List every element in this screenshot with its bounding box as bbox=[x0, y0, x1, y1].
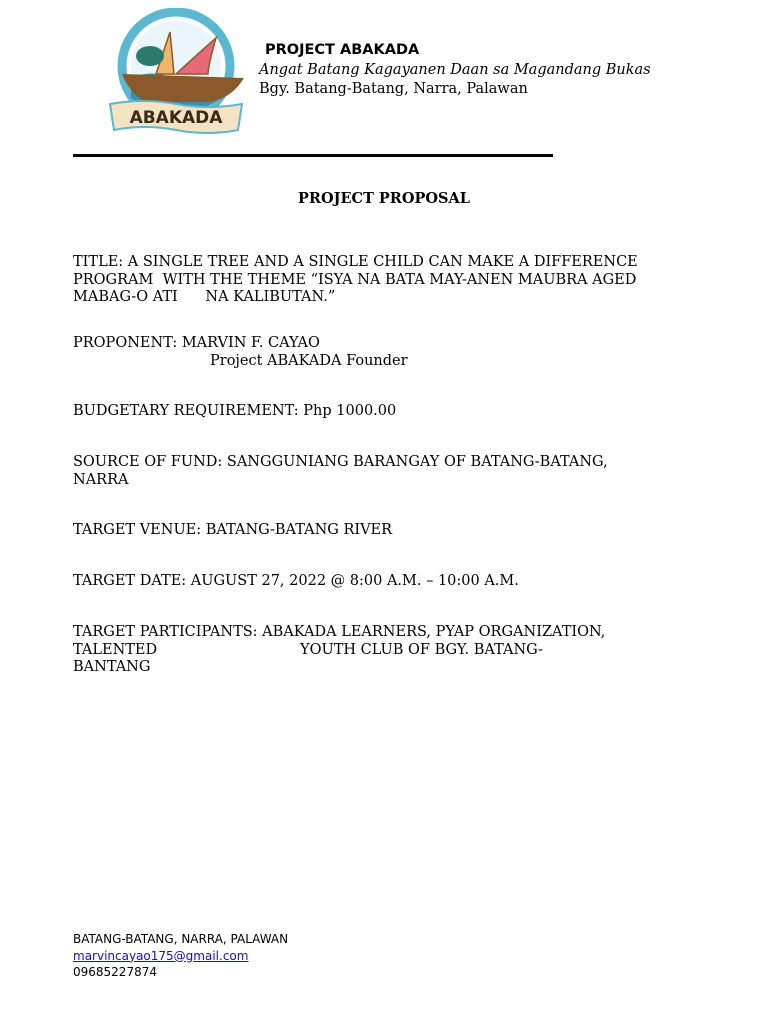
org-address: Bgy. Batang-Batang, Narra, Palawan bbox=[259, 81, 528, 97]
footer-phone: 09685227874 bbox=[73, 965, 157, 979]
title-line: TITLE: A SINGLE TREE AND A SINGLE CHILD CAN MAKE A DIFFERENCE bbox=[73, 254, 638, 270]
footer-address: BATANG-BATANG, NARRA, PALAWAN bbox=[73, 932, 289, 946]
footer-email-link[interactable]: marvincayao175@gmail.com bbox=[73, 948, 249, 963]
target-venue: TARGET VENUE: BATANG-BATANG RIVER bbox=[73, 522, 393, 538]
participants-line: BANTANG bbox=[73, 659, 151, 675]
title-line: PROGRAM WITH THE THEME “ISYA NA BATA MAY-ANEN MAUBRA AGED bbox=[73, 271, 637, 288]
footer bbox=[73, 931, 288, 981]
target-date: TARGET DATE: AUGUST 27, 2022 @ 8:00 A.M. – 10:00 A.M. bbox=[73, 573, 519, 589]
document-heading: PROJECT PROPOSAL bbox=[298, 190, 470, 207]
participants-section bbox=[73, 624, 693, 677]
org-tagline: Angat Batang Kagayanen Daan sa Magandang Bukas bbox=[259, 62, 651, 78]
budget-requirement: BUDGETARY REQUIREMENT: Php 1000.00 bbox=[73, 403, 397, 419]
abakada-logo bbox=[104, 8, 248, 138]
org-name: PROJECT ABAKADA bbox=[265, 42, 420, 58]
logo-boat bbox=[122, 74, 244, 102]
budget-section bbox=[73, 403, 693, 421]
participants-line: TALENTED YOUTH CLUB OF BGY. BATANG- bbox=[73, 641, 543, 658]
source-line: NARRA bbox=[73, 471, 129, 488]
logo-banner-text: ABAKADA bbox=[129, 108, 223, 128]
header-divider bbox=[73, 154, 553, 157]
venue-section bbox=[73, 522, 693, 540]
source-line: SOURCE OF FUND: SANGGUNIANG BARANGAY OF BATANG-BATANG, bbox=[73, 454, 608, 470]
proponent-role: Project ABAKADA Founder bbox=[210, 352, 408, 369]
title-line: MABAG-O ATI NA KALIBUTAN.” bbox=[73, 289, 336, 305]
source-of-fund-section bbox=[73, 454, 693, 489]
proponent-name: PROPONENT: MARVIN F. CAYAO bbox=[73, 335, 320, 351]
date-section bbox=[73, 573, 693, 591]
participants-line: TARGET PARTICIPANTS: ABAKADA LEARNERS, PYAP ORGANIZATION, bbox=[73, 624, 606, 640]
proponent-section bbox=[73, 335, 693, 370]
turtle-icon bbox=[136, 46, 164, 66]
proposal-title bbox=[73, 254, 693, 307]
